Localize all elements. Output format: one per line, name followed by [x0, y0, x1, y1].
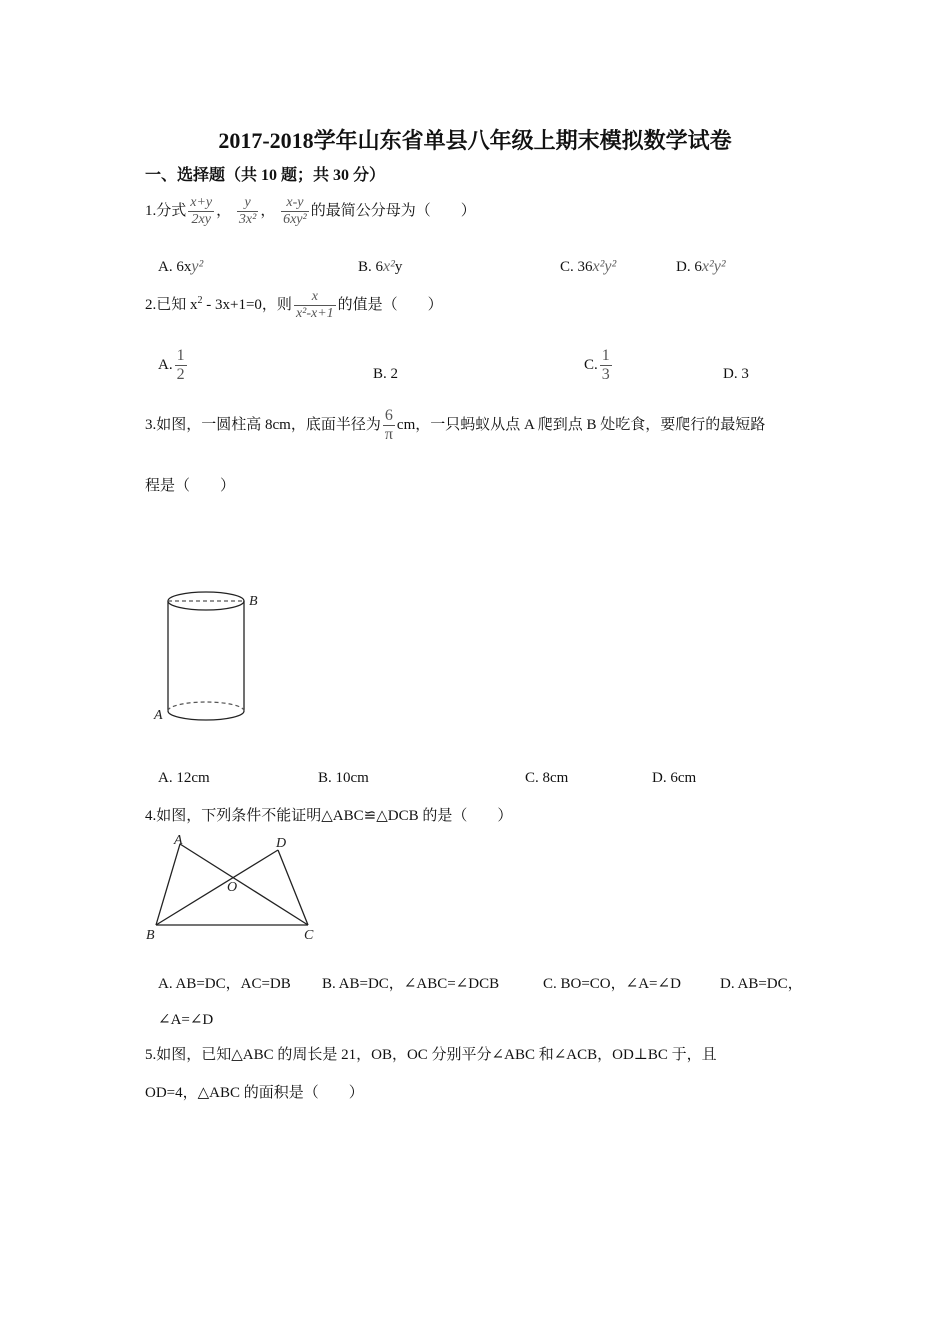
fraction-1: $\frac{x+y}{2xy}$ [190, 195, 213, 227]
cylinder-bottom-front [168, 711, 244, 720]
question-3-stem: 3.如图，一圆柱高 8cm，底面半径为 $\frac{6}{\pi}$ cm，一只蚂蚁从点 A 爬到点 B 处吃食，要爬行的最短路 [145, 407, 766, 443]
section-heading: 一、选择题（共 10 题；共 30 分） [145, 167, 386, 184]
question-1-stem: 1.分式 $\frac{x+y}{2xy}$ ， $\frac{y}{\text{3x²}}$ ， $\frac{x-y}{\text{6xy²}}$ 的最简公分母为（ ） [145, 195, 476, 227]
question-2-option-d[interactable]: D. 3 [723, 366, 749, 382]
question-4-stem: 4.如图，下列条件不能证明△ABC≌△DCB 的是（ ） [145, 808, 513, 824]
question-4-option-a[interactable]: A. AB=DC，AC=DB [158, 976, 291, 992]
point-a-label: A [174, 833, 183, 848]
point-o-label: O [227, 880, 238, 895]
question-3-option-a[interactable]: A. 12cm [158, 770, 210, 786]
question-1-option-d[interactable]: D. 6x²y² [676, 258, 726, 275]
question-3-option-c[interactable]: C. 8cm [525, 770, 569, 786]
fraction-3: $\frac{x-y}{\text{6xy²}}$ [283, 195, 307, 227]
question-4-option-c[interactable]: C. BO=CO，∠A=∠D [543, 976, 681, 992]
question-4-option-d[interactable]: D. AB=DC， [720, 976, 803, 992]
question-1-option-c[interactable]: C. 36x²y² [560, 258, 617, 275]
page-title: 2017-2018学年山东省单县八年级上期末模拟数学试卷 [218, 128, 732, 153]
question-5-stem: 5.如图，已知△ABC 的周长是 21，OB，OC 分别平分∠ABC 和∠ACB，OD⊥BC 于，且 [145, 1047, 717, 1063]
fraction-q2: $\frac{x}{\text{x²-x+1}}$ [295, 289, 334, 321]
question-5-stem-continued: OD=4，△ABC 的面积是（ ） [145, 1085, 364, 1101]
question-2-option-b[interactable]: B. 2 [373, 366, 399, 382]
point-d-label: D [276, 836, 287, 851]
cylinder-figure [150, 585, 270, 730]
question-1-option-b[interactable]: B. 6x²y [358, 258, 403, 275]
segment-ac [180, 844, 308, 925]
question-1-option-a[interactable]: A. 6xy² [158, 258, 204, 275]
fraction-2: $\frac{y}{\text{3x²}}$ [238, 195, 257, 227]
point-b-label: B [146, 928, 155, 943]
question-3-option-b[interactable]: B. 10cm [318, 770, 369, 786]
point-b-label: B [249, 594, 258, 609]
point-c-label: C [304, 928, 314, 943]
question-2-option-a[interactable]: A. $\frac{1}{2}$ [158, 347, 185, 383]
question-2-stem: 2.已知 $x^2 - 3x+1=0$，则 $\frac{x}{\text{x²-x+1}}$ 的值是（ ） [145, 289, 443, 321]
question-4-option-d-continued: ∠A=∠D [158, 1012, 214, 1028]
point-a-label: A [154, 708, 163, 723]
question-3-option-d[interactable]: D. 6cm [652, 770, 697, 786]
segment-dc [278, 850, 308, 925]
cylinder-bottom-back [168, 702, 244, 711]
triangle-figure [140, 830, 330, 945]
question-3-stem-continued: 程是（ ） [145, 478, 236, 494]
question-4-option-b[interactable]: B. AB=DC，∠ABC=∠DCB [322, 976, 500, 992]
question-2-option-c[interactable]: C. $\frac{1}{3}$ [584, 347, 610, 383]
